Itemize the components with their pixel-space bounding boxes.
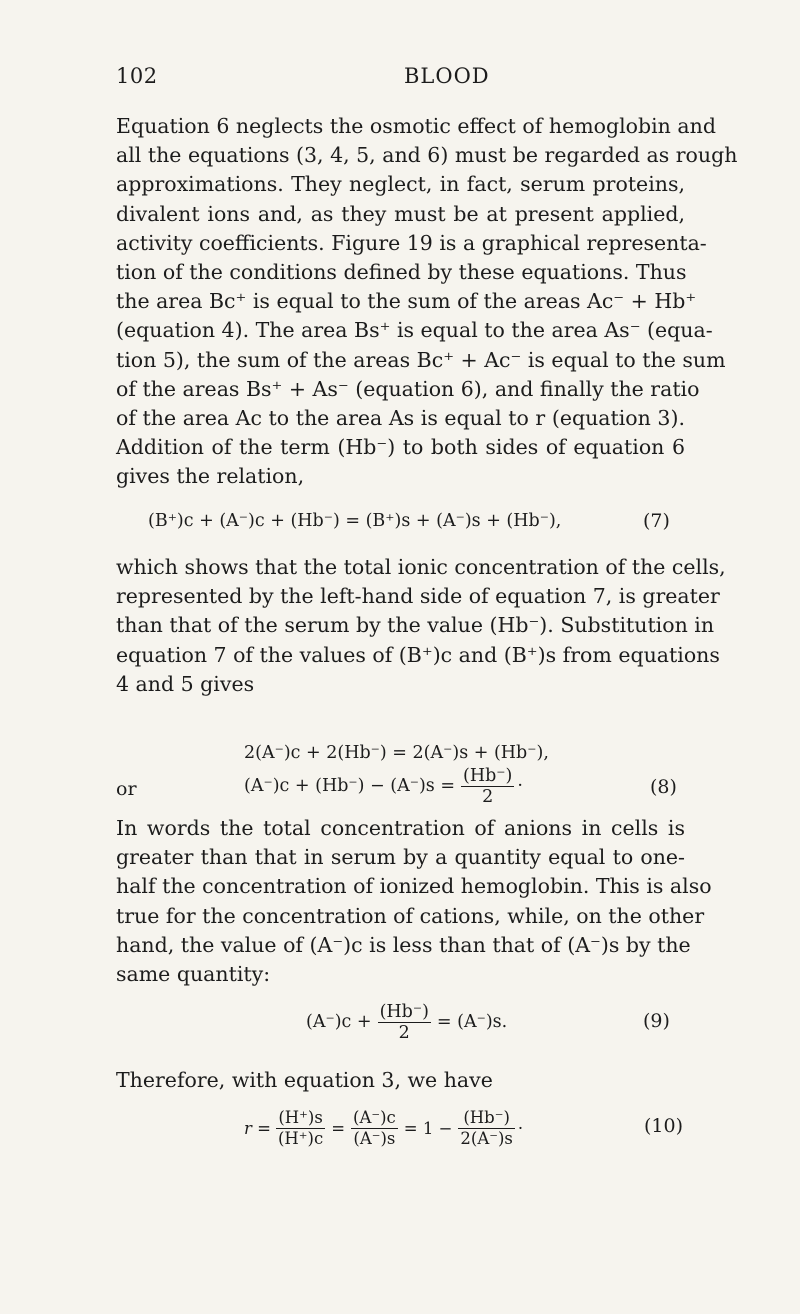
text-line: approximations. They neglect, in fact, serum proteins, [116, 172, 685, 197]
equation-9-numerator: (Hb⁻) [379, 1001, 429, 1022]
text-line: of the areas Bs⁺ + As⁻ (equation 6), and finally the ratio [116, 376, 700, 401]
equation-10-f3-numerator: (Hb⁻) [458, 1108, 514, 1129]
text-line: the area Bc⁺ is equal to the sum of the areas Ac⁻ + Hb⁺ [116, 289, 697, 314]
equation-10-f2-numerator: (A⁻)c [353, 1107, 396, 1127]
equation-10 [244, 1106, 523, 1150]
text-line: Equation 6 neglects the osmotic effect of hemoglobin and [116, 114, 716, 138]
equation-9 [306, 1000, 507, 1044]
equation-10-fraction-2 [351, 1108, 398, 1149]
running-head: BLOOD [404, 64, 490, 88]
equation-8-prefix: or [116, 778, 137, 800]
equation-10-number: (10) [644, 1115, 684, 1137]
text-line: half the concentration of ionized hemoglobin. This is also [116, 874, 712, 899]
equation-8 [244, 764, 523, 808]
equation-8-lhs: (A⁻)c + (Hb⁻) − (A⁻)s = [244, 776, 455, 796]
equation-8a: 2(A⁻)c + 2(Hb⁻) = 2(A⁻)s + (Hb⁻), [244, 743, 549, 763]
paragraph-4 [116, 1066, 685, 1095]
page-header [116, 64, 684, 96]
equation-8-numerator: (Hb⁻) [463, 765, 513, 786]
text-line: tion of the conditions defined by these equations. Thus [116, 260, 687, 285]
equation-9-fraction [378, 1002, 431, 1043]
text-line: same quantity: [116, 962, 271, 987]
text-line: (equation 4). The area Bs⁺ is equal to the area As⁻ (equa- [116, 318, 713, 343]
text-line: which shows that the total ionic concentration of the cells, [116, 555, 726, 579]
equation-9-rhs: = (A⁻)s. [436, 1012, 508, 1032]
text-line: tion 5), the sum of the areas Bc⁺ + Ac⁻ is equal to the sum [116, 347, 726, 372]
equation-10-f2-denominator: (A⁻)s [353, 1128, 396, 1148]
text-line: than that of the serum by the value (Hb⁻). Substitution in [116, 613, 715, 638]
paragraph-1 [116, 112, 738, 492]
equation-9-number: (9) [643, 1010, 670, 1032]
equation-8-tail: · [517, 776, 523, 796]
text-line: 4 and 5 gives [116, 671, 255, 696]
equation-10-fraction-3 [458, 1108, 514, 1149]
text-line: hand, the value of (A⁻)c is less than that of (A⁻)s by the [116, 932, 691, 957]
text-line: activity coefficients. Figure 19 is a graphical representa- [116, 230, 707, 255]
text-line: divalent ions and, as they must be at present applied, [116, 201, 685, 226]
equation-10-fraction-1 [276, 1108, 325, 1149]
text-line: all the equations (3, 4, 5, and 6) must be regarded as rough [116, 143, 738, 168]
page-number: 102 [116, 64, 158, 88]
equation-7: (B⁺)c + (A⁻)c + (Hb⁻) = (B⁺)s + (A⁻)s + (Hb⁻), [148, 511, 562, 531]
text-line: true for the concentration of cations, while, on the other [116, 903, 705, 928]
equation-7-number: (7) [643, 510, 670, 532]
equation-10-f3-denominator: 2(A⁻)s [460, 1128, 513, 1148]
equation-10-eq1: = [331, 1118, 346, 1138]
equation-10-r: r = [244, 1118, 271, 1138]
equation-8-number: (8) [650, 776, 677, 798]
text-line: In words the total concentration of anions in cells is [116, 816, 685, 840]
text-line: Addition of the term (Hb⁻) to both sides of equation 6 [116, 435, 685, 460]
text-line: equation 7 of the values of (B⁺)c and (B⁺)s from equations [116, 642, 720, 667]
equation-8-denominator: 2 [482, 786, 494, 807]
paragraph-2 [116, 553, 726, 699]
paragraph-3 [116, 814, 712, 989]
equation-10-f1-numerator: (H⁺)s [276, 1108, 325, 1129]
equation-8-fraction [461, 766, 514, 807]
text-line: Therefore, with equation 3, we have [116, 1068, 493, 1092]
equation-10-eq2: = 1 − [403, 1118, 453, 1138]
equation-10-tail: · [517, 1118, 524, 1138]
text-line: represented by the left-hand side of equation 7, is greater [116, 584, 720, 609]
equation-10-f1-denominator: (H⁺)c [277, 1128, 324, 1148]
equation-9-denominator: 2 [398, 1022, 410, 1043]
text-line: greater than that in serum by a quantity equal to one- [116, 845, 685, 870]
text-line: gives the relation, [116, 464, 305, 489]
text-line: of the area Ac to the area As is equal to r (equation 3). [116, 406, 685, 431]
equation-9-lhs: (A⁻)c + [306, 1012, 372, 1032]
